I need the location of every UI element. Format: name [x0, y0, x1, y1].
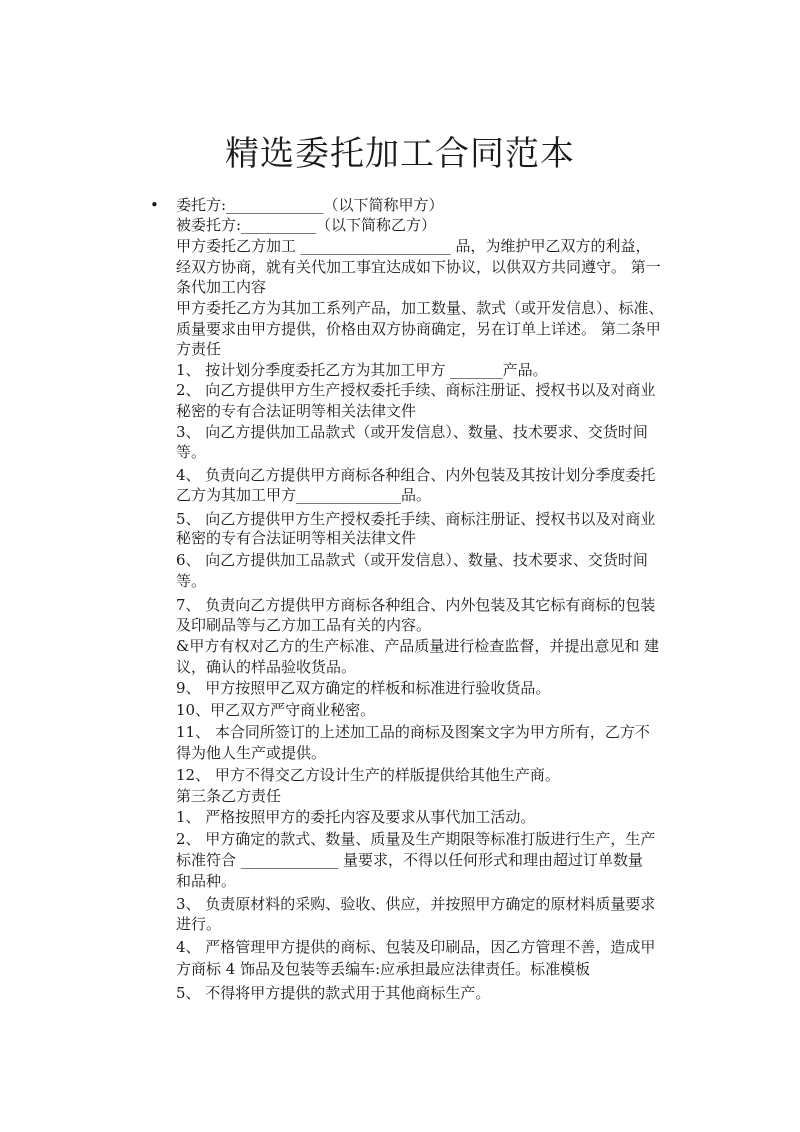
- text-line: 1、 按计划分季度委托乙方为其加工甲方 _______产品。: [176, 361, 548, 379]
- text-line: 1、 严格按照甲方的委托内容及要求从事代加工活动。: [176, 808, 536, 826]
- bullet-marker: •: [150, 196, 159, 214]
- text-line: 进行。: [176, 915, 222, 933]
- text-line: 条代加工内容: [176, 278, 267, 296]
- text-line: 5、 不得将甲方提供的款式用于其他商标生产。: [176, 984, 491, 1002]
- text-line: 方责任: [176, 340, 222, 358]
- text-line: 10、甲乙双方严守商业秘密。: [176, 701, 376, 719]
- text-line: 7、 负责向乙方提供甲方商标各种组合、内外包装及其它标有商标的包装: [176, 596, 656, 614]
- text-line: 甲方委托乙方加工 ____________________ 品，为维护甲乙双方的利益，: [176, 237, 651, 255]
- text-line: 方商标 4 饰品及包装等丢编车:应承担最应法律责任。标准模板: [176, 960, 591, 978]
- text-line: 5、 向乙方提供甲方生产授权委托手续、商标注册证、授权书以及对商业: [176, 510, 656, 528]
- text-line: 得为他人生产或提供。: [176, 744, 327, 762]
- text-line: 11、 本合同所签订的上述加工品的商标及图案文字为甲方所有，乙方不: [176, 723, 650, 741]
- text-line: 甲方委托乙方为其加工系列产品，加工数量、款式（或开发信息）、标准、: [176, 299, 664, 317]
- text-line: 秘密的专有合法证明等相关法律文件: [176, 402, 417, 420]
- text-line: 9、 甲方按照甲乙双方确定的样板和标准进行验收货品。: [176, 679, 551, 697]
- text-line: 等。: [176, 443, 207, 461]
- text-line: 质量要求由甲方提供，价格由双方协商确定，另在订单上详述。 第二条甲: [176, 320, 661, 338]
- text-line: 12、 甲方不得交乙方设计生产的样版提供给其他生产商。: [176, 766, 560, 784]
- text-line: 4、 严格管理甲方提供的商标、包装及印刷品，因乙方管理不善，造成甲: [176, 938, 656, 956]
- text-line: 乙方为其加工甲方______________品。: [176, 486, 432, 504]
- text-line: 和品种。: [176, 872, 237, 890]
- text-line: 秘密的专有合法证明等相关法律文件: [176, 529, 417, 547]
- text-line: 议，确认的样品验收货品。: [176, 658, 357, 676]
- text-line: 及印刷品等与乙方加工品有关的内容。: [176, 616, 432, 634]
- text-line: 委托方:_____________（以下简称甲方）: [176, 196, 444, 214]
- text-line: 经双方协商，就有关代加工事宜达成如下协议，以供双方共同遵守。 第一: [176, 258, 661, 276]
- text-line: 第三条乙方责任: [176, 787, 282, 805]
- text-line: 被委托方:__________（以下简称乙方）: [176, 216, 437, 234]
- text-line: 等。: [176, 572, 207, 590]
- text-line: &甲方有权对乙方的生产标准、产品质量进行检查监督，并提出意见和 建: [176, 637, 660, 655]
- document-title: 精选委托加工合同范本: [225, 134, 575, 174]
- text-line: 3、 负责原材料的采购、验收、供应，并按照甲方确定的原材料质量要求: [176, 895, 656, 913]
- text-line: 4、 负责向乙方提供甲方商标各种组合、内外包装及其按计划分季度委托: [176, 466, 656, 484]
- text-line: 标准符合 _____________ 量要求，不得以任何形式和理由超过订单数量: [176, 851, 644, 869]
- text-line: 2、 甲方确定的款式、数量、质量及生产期限等标准打版进行生产，生产: [176, 830, 656, 848]
- text-line: 6、 向乙方提供加工品款式（或开发信息）、数量、技术要求、交货时间: [176, 551, 648, 569]
- text-line: 2、 向乙方提供甲方生产授权委托手续、商标注册证、授权书以及对商业: [176, 381, 656, 399]
- text-line: 3、 向乙方提供加工品款式（或开发信息）、数量、技术要求、交货时间: [176, 423, 648, 441]
